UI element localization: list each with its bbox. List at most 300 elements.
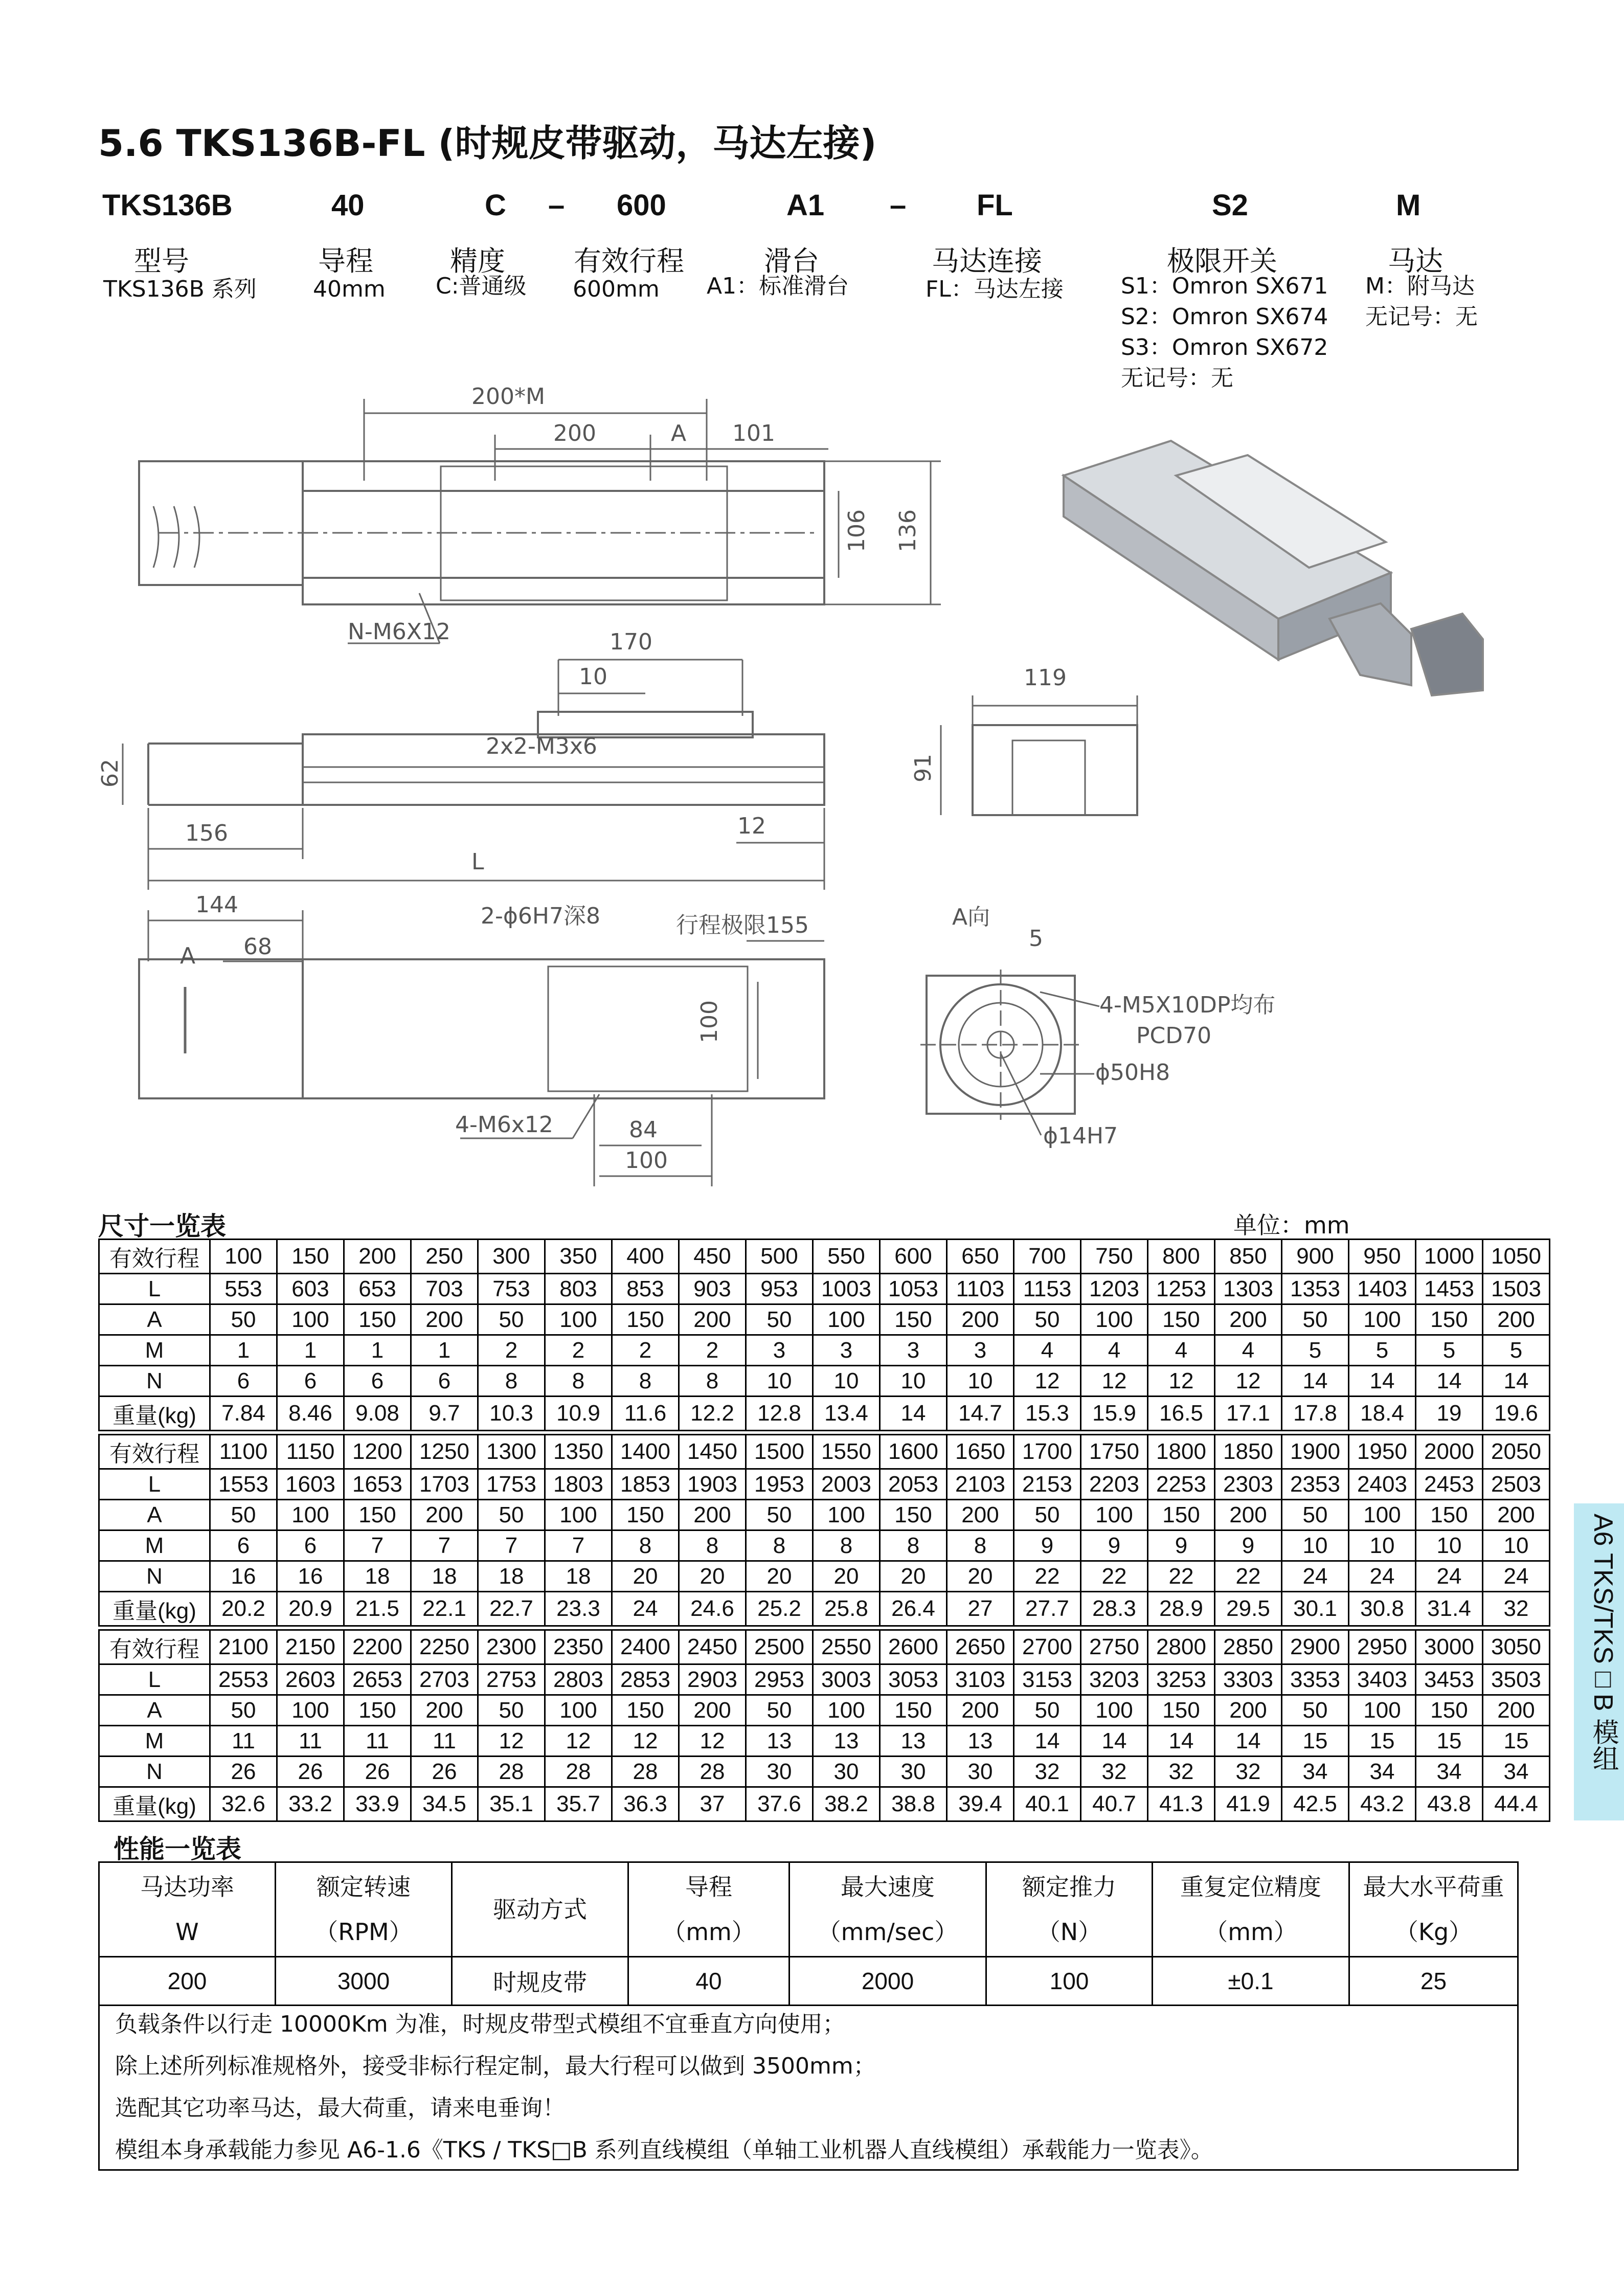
dim-row-label: 有效行程	[99, 1630, 210, 1664]
dim-cell: 50	[1282, 1500, 1349, 1530]
dim-cell: 30	[746, 1757, 813, 1787]
dim-cell: 903	[679, 1274, 746, 1304]
dim-cell: 14	[1215, 1726, 1282, 1757]
dim-cell: 553	[210, 1274, 277, 1304]
perf-value: ±0.1	[1153, 1957, 1349, 2006]
field-desc: C:普通级	[436, 273, 527, 299]
dim-cell: 34	[1349, 1757, 1416, 1787]
dim-row-label: M	[99, 1726, 210, 1757]
dim-cell: 2900	[1282, 1630, 1349, 1664]
dim-cell: 1803	[545, 1469, 612, 1500]
dim-table-block	[98, 1434, 1550, 1627]
dim-cell: 1050	[1483, 1240, 1550, 1274]
dim-cell: 5	[1349, 1335, 1416, 1366]
dim-cell: 2753	[478, 1664, 545, 1695]
dim-row-label: A	[99, 1500, 210, 1530]
code-part: A1	[786, 189, 825, 222]
dim-cell: 3000	[1416, 1630, 1483, 1664]
code-part: 600	[617, 189, 666, 222]
dim-cell: 14.7	[947, 1397, 1014, 1431]
dim-row-label: 重量(kg)	[99, 1397, 210, 1431]
dim-cell: 37	[679, 1787, 746, 1821]
dim-label: 62	[97, 759, 123, 787]
dim-cell: 2253	[1148, 1469, 1215, 1500]
dim-cell: 250	[411, 1240, 478, 1274]
perf-table	[98, 1861, 1519, 2006]
dim-cell: 900	[1282, 1240, 1349, 1274]
dim-label: N-M6X12	[348, 619, 450, 645]
dim-cell: 13.4	[813, 1397, 880, 1431]
dim-cell: 50	[1014, 1304, 1081, 1335]
dim-cell: 50	[746, 1304, 813, 1335]
dim-cell: 28.9	[1148, 1592, 1215, 1626]
field-name: 精度	[450, 245, 505, 277]
note-line: 除上述所列标准规格外，接受非标行程定制，最大行程可以做到 3500mm；	[115, 2053, 876, 2079]
dim-cell: 50	[746, 1695, 813, 1726]
dim-cell: 3050	[1483, 1630, 1550, 1664]
dim-cell: 2	[545, 1335, 612, 1366]
dim-cell: 150	[277, 1240, 344, 1274]
dim-cell: 2	[612, 1335, 679, 1366]
dim-cell: 2703	[411, 1664, 478, 1695]
dim-cell: 3353	[1282, 1664, 1349, 1695]
dim-cell: 14	[1081, 1726, 1148, 1757]
dim-cell: 3303	[1215, 1664, 1282, 1695]
dim-cell: 9	[1215, 1530, 1282, 1561]
dim-label: 91	[910, 754, 936, 782]
dim-cell: 8	[612, 1366, 679, 1397]
dim-cell: 2403	[1349, 1469, 1416, 1500]
dim-cell: 41.9	[1215, 1787, 1282, 1821]
dim-cell: 38.2	[813, 1787, 880, 1821]
dim-label: 4-M6x12	[455, 1112, 553, 1138]
dim-row	[99, 1397, 1550, 1431]
dim-label: 136	[895, 509, 921, 552]
dim-label: 144	[195, 892, 238, 918]
dim-cell: 6	[411, 1366, 478, 1397]
dim-cell: 1453	[1416, 1274, 1483, 1304]
motor-block-top	[139, 461, 303, 585]
dim-cell: 12	[1014, 1366, 1081, 1397]
dim-cell: 3203	[1081, 1664, 1148, 1695]
dim-cell: 100	[1081, 1304, 1148, 1335]
dim-cell: 28	[612, 1757, 679, 1787]
dim-cell: 20	[813, 1561, 880, 1592]
dim-cell: 30	[813, 1757, 880, 1787]
dim-cell: 8	[545, 1366, 612, 1397]
dim-cell: 650	[947, 1240, 1014, 1274]
dim-cell: 44.4	[1483, 1787, 1550, 1821]
dim-cell: 21.5	[344, 1592, 411, 1626]
dim-cell: 2453	[1416, 1469, 1483, 1500]
dim-cell: 32	[1148, 1757, 1215, 1787]
dim-cell: 28	[478, 1757, 545, 1787]
field-name: 马达	[1388, 245, 1443, 277]
perf-value: 2000	[790, 1957, 986, 2006]
dim-label: 12	[737, 813, 766, 839]
dim-cell: 3253	[1148, 1664, 1215, 1695]
field-desc: FL：马达左接	[926, 276, 1064, 302]
dim-cell: 37.6	[746, 1787, 813, 1821]
dim-cell: 1603	[277, 1469, 344, 1500]
dim-row	[99, 1335, 1550, 1366]
dim-cell: 100	[545, 1695, 612, 1726]
dim-cell: 8.46	[277, 1397, 344, 1431]
dim-cell: 100	[210, 1240, 277, 1274]
dim-cell: 28	[545, 1757, 612, 1787]
dim-cell: 3403	[1349, 1664, 1416, 1695]
dim-cell: 1	[277, 1335, 344, 1366]
dim-cell: 24	[1282, 1561, 1349, 1592]
dim-cell: 150	[344, 1695, 411, 1726]
dim-cell: 10.3	[478, 1397, 545, 1431]
dim-cell: 8	[679, 1530, 746, 1561]
perf-header: 最大水平荷重 （Kg）	[1349, 1862, 1518, 1957]
section-side-tab-label: A6 TKS/TKS□B 模组	[1588, 1514, 1618, 1772]
dim-cell: 2950	[1349, 1630, 1416, 1664]
code-part: FL	[977, 189, 1013, 222]
dim-cell: 100	[1349, 1500, 1416, 1530]
dim-cell: 6	[277, 1530, 344, 1561]
dim-cell: 500	[746, 1240, 813, 1274]
dim-cell: 2653	[344, 1664, 411, 1695]
dim-row	[99, 1695, 1550, 1726]
dim-cell: 43.8	[1416, 1787, 1483, 1821]
dim-cell: 8	[612, 1530, 679, 1561]
dim-cell: 20.2	[210, 1592, 277, 1626]
dim-cell: 950	[1349, 1240, 1416, 1274]
dim-cell: 15.3	[1014, 1397, 1081, 1431]
dim-cell: 2603	[277, 1664, 344, 1695]
dim-cell: 50	[746, 1500, 813, 1530]
perf-header: 最大速度 （mm/sec）	[790, 1862, 986, 1957]
dim-cell: 1053	[880, 1274, 947, 1304]
dim-cell: 1750	[1081, 1435, 1148, 1469]
dim-cell: 30.1	[1282, 1592, 1349, 1626]
dim-cell: 550	[813, 1240, 880, 1274]
dim-cell: 1700	[1014, 1435, 1081, 1469]
note-line: 选配其它功率马达，最大荷重，请来电垂询！	[115, 2095, 565, 2121]
dim-cell: 1003	[813, 1274, 880, 1304]
dim-cell: 17.8	[1282, 1397, 1349, 1431]
dim-cell: 32.6	[210, 1787, 277, 1821]
dim-cell: 1753	[478, 1469, 545, 1500]
dim-cell: 9	[1148, 1530, 1215, 1561]
field-desc: S1：Omron SX671 S2：Omron SX674 S3：Omron SX672 无记号：无	[1121, 273, 1328, 391]
perf-value: 40	[628, 1957, 790, 2006]
dim-cell: 50	[210, 1304, 277, 1335]
dim-cell: 200	[1483, 1695, 1550, 1726]
dim-cell: 2850	[1215, 1630, 1282, 1664]
field-name: 极限开关	[1167, 245, 1277, 277]
dim-cell: 28.3	[1081, 1592, 1148, 1626]
dim-cell: 10.9	[545, 1397, 612, 1431]
dim-cell: 12	[1148, 1366, 1215, 1397]
dim-cell: 50	[478, 1304, 545, 1335]
dim-cell: 3	[813, 1335, 880, 1366]
dim-cell: 1403	[1349, 1274, 1416, 1304]
dim-cell: 11	[210, 1726, 277, 1757]
dim-cell: 15	[1282, 1726, 1349, 1757]
dim-cell: 803	[545, 1274, 612, 1304]
dim-cell: 32	[1483, 1592, 1550, 1626]
dim-cell: 2700	[1014, 1630, 1081, 1664]
dim-cell: 10	[947, 1366, 1014, 1397]
dim-cell: 15	[1349, 1726, 1416, 1757]
dim-cell: 1903	[679, 1469, 746, 1500]
dim-cell: 1600	[880, 1435, 947, 1469]
dim-cell: 100	[1081, 1500, 1148, 1530]
dim-cell: 13	[746, 1726, 813, 1757]
dim-cell: 18.4	[1349, 1397, 1416, 1431]
perf-value: 3000	[276, 1957, 452, 2006]
dim-cell: 200	[947, 1500, 1014, 1530]
dim-cell: 5	[1416, 1335, 1483, 1366]
dim-cell: 150	[1416, 1695, 1483, 1726]
dim-cell: 27.7	[1014, 1592, 1081, 1626]
dim-cell: 24	[612, 1592, 679, 1626]
dim-cell: 2750	[1081, 1630, 1148, 1664]
dim-cell: 1103	[947, 1274, 1014, 1304]
dim-cell: 19.6	[1483, 1397, 1550, 1431]
dim-cell: 2550	[813, 1630, 880, 1664]
dim-cell: 15	[1416, 1726, 1483, 1757]
dim-cell: 603	[277, 1274, 344, 1304]
dim-cell: 5	[1282, 1335, 1349, 1366]
dim-cell: 2303	[1215, 1469, 1282, 1500]
dim-cell: 6	[210, 1530, 277, 1561]
dim-cell: 1703	[411, 1469, 478, 1500]
dim-cell: 3453	[1416, 1664, 1483, 1695]
field-desc: 600mm	[573, 276, 660, 302]
dim-cell: 1853	[612, 1469, 679, 1500]
dim-cell: 10	[880, 1366, 947, 1397]
dim-cell: 8	[880, 1530, 947, 1561]
dim-cell: 50	[210, 1500, 277, 1530]
dim-cell: 9	[1014, 1530, 1081, 1561]
dim-cell: 2800	[1148, 1630, 1215, 1664]
dim-cell: 14	[1148, 1726, 1215, 1757]
dim-cell: 13	[813, 1726, 880, 1757]
dim-cell: 1	[344, 1335, 411, 1366]
dim-cell: 12	[612, 1726, 679, 1757]
dim-cell: 150	[612, 1304, 679, 1335]
dim-cell: 2903	[679, 1664, 746, 1695]
dim-row-label: L	[99, 1469, 210, 1500]
dim-label: 4-M5X10DP均布	[1099, 992, 1276, 1018]
dim-cell: 28	[679, 1757, 746, 1787]
dim-cell: 200	[344, 1240, 411, 1274]
dim-cell: 29.5	[1215, 1592, 1282, 1626]
dim-cell: 2503	[1483, 1469, 1550, 1500]
dim-cell: 953	[746, 1274, 813, 1304]
dim-cell: 31.4	[1416, 1592, 1483, 1626]
dim-cell: 18	[545, 1561, 612, 1592]
dim-cell: 1100	[210, 1435, 277, 1469]
dim-cell: 16	[210, 1561, 277, 1592]
dim-cell: 800	[1148, 1240, 1215, 1274]
dim-label: 100	[625, 1147, 668, 1174]
dim-cell: 12	[478, 1726, 545, 1757]
dim-cell: 7.84	[210, 1397, 277, 1431]
dim-table-block	[98, 1239, 1550, 1431]
dim-cell: 10	[1483, 1530, 1550, 1561]
dim-cell: 50	[1282, 1304, 1349, 1335]
dim-cell: 7	[545, 1530, 612, 1561]
dim-cell: 1250	[411, 1435, 478, 1469]
notes-box	[98, 1998, 1519, 2171]
perf-header: 额定推力 （N）	[986, 1862, 1153, 1957]
dim-cell: 150	[1148, 1695, 1215, 1726]
dim-cell: 38.8	[880, 1787, 947, 1821]
dim-row-label: L	[99, 1274, 210, 1304]
dim-cell: 11	[344, 1726, 411, 1757]
dim-cell: 34	[1483, 1757, 1550, 1787]
dim-cell: 753	[478, 1274, 545, 1304]
dim-cell: 4	[1148, 1335, 1215, 1366]
dim-cell: 150	[1416, 1500, 1483, 1530]
dim-row	[99, 1530, 1550, 1561]
dim-row-label: 重量(kg)	[99, 1787, 210, 1821]
dim-cell: 26	[210, 1757, 277, 1787]
code-part: TKS136B	[102, 189, 233, 222]
dim-cell: 39.4	[947, 1787, 1014, 1821]
dim-cell: 150	[880, 1304, 947, 1335]
dim-label: 行程极限155	[676, 912, 809, 938]
dim-cell: 1300	[478, 1435, 545, 1469]
dim-cell: 653	[344, 1274, 411, 1304]
field-name: 滑台	[764, 245, 819, 277]
dim-cell: 20	[880, 1561, 947, 1592]
code-part: 40	[331, 189, 365, 222]
dim-cell: 34	[1282, 1757, 1349, 1787]
dim-cell: 200	[1215, 1695, 1282, 1726]
dim-cell: 6	[277, 1366, 344, 1397]
field-name: 有效行程	[574, 245, 684, 277]
dim-cell: 22.1	[411, 1592, 478, 1626]
dim-cell: 4	[1215, 1335, 1282, 1366]
dim-label: 84	[629, 1117, 658, 1143]
dim-cell: 150	[344, 1304, 411, 1335]
perf-header: 马达功率 W	[99, 1862, 276, 1957]
dim-cell: 20	[947, 1561, 1014, 1592]
dim-cell: 1553	[210, 1469, 277, 1500]
dim-cell: 3153	[1014, 1664, 1081, 1695]
dim-cell: 6	[344, 1366, 411, 1397]
dim-cell: 8	[813, 1530, 880, 1561]
dim-cell: 150	[612, 1500, 679, 1530]
dim-cell: 2100	[210, 1630, 277, 1664]
dim-cell: 41.3	[1148, 1787, 1215, 1821]
dim-cell: 34.5	[411, 1787, 478, 1821]
field-desc: A1：标准滑台	[707, 273, 849, 299]
dim-cell: 10	[1282, 1530, 1349, 1561]
dim-cell: 14	[1014, 1726, 1081, 1757]
dim-cell: 2853	[612, 1664, 679, 1695]
dim-label: 119	[1024, 665, 1067, 691]
dim-cell: 100	[813, 1304, 880, 1335]
dim-row-label: L	[99, 1664, 210, 1695]
dim-cell: 1550	[813, 1435, 880, 1469]
dim-cell: 30	[947, 1757, 1014, 1787]
dim-cell: 2953	[746, 1664, 813, 1695]
dim-row	[99, 1664, 1550, 1695]
field-name: 型号	[134, 245, 189, 277]
dim-row	[99, 1726, 1550, 1757]
dim-row-label: 有效行程	[99, 1240, 210, 1274]
dim-cell: 10	[1416, 1530, 1483, 1561]
dim-cell: 14	[1416, 1366, 1483, 1397]
dim-cell: 20	[612, 1561, 679, 1592]
dim-cell: 600	[880, 1240, 947, 1274]
dim-cell: 24.6	[679, 1592, 746, 1626]
dim-row	[99, 1757, 1550, 1787]
dim-cell: 100	[1349, 1304, 1416, 1335]
dim-cell: 9.08	[344, 1397, 411, 1431]
dim-label: 5	[1029, 926, 1043, 952]
dim-row	[99, 1304, 1550, 1335]
dim-cell: 150	[1148, 1304, 1215, 1335]
dim-row	[99, 1787, 1550, 1821]
perf-header: 额定转速 （RPM）	[276, 1862, 452, 1957]
dim-label: 2-ϕ6H7深8	[481, 903, 600, 929]
dim-table-block	[98, 1629, 1550, 1822]
dim-cell: 200	[947, 1695, 1014, 1726]
dim-cell: 26	[277, 1757, 344, 1787]
dim-cell: 14	[1349, 1366, 1416, 1397]
dim-row-label: M	[99, 1530, 210, 1561]
dim-cell: 12	[1215, 1366, 1282, 1397]
dim-cell: 26	[411, 1757, 478, 1787]
dim-row-label: N	[99, 1561, 210, 1592]
dim-label: PCD70	[1136, 1023, 1212, 1049]
dim-cell: 1153	[1014, 1274, 1081, 1304]
dim-label: A向	[952, 904, 990, 930]
dim-cell: 35.1	[478, 1787, 545, 1821]
dim-cell: 3053	[880, 1664, 947, 1695]
dim-cell: 1150	[277, 1435, 344, 1469]
dim-cell: 40.7	[1081, 1787, 1148, 1821]
dim-cell: 150	[344, 1500, 411, 1530]
dim-row-label: N	[99, 1757, 210, 1787]
dim-cell: 22	[1215, 1561, 1282, 1592]
dim-cell: 1353	[1282, 1274, 1349, 1304]
dim-cell: 1000	[1416, 1240, 1483, 1274]
dim-label: 10	[579, 664, 607, 690]
dim-row-label: A	[99, 1304, 210, 1335]
dim-label: 200	[553, 420, 596, 446]
dim-cell: 1253	[1148, 1274, 1215, 1304]
dim-cell: 150	[1148, 1500, 1215, 1530]
dim-cell: 32	[1014, 1757, 1081, 1787]
dim-cell: 22.7	[478, 1592, 545, 1626]
dim-cell: 2050	[1483, 1435, 1550, 1469]
dim-cell: 42.5	[1282, 1787, 1349, 1821]
dim-cell: 22	[1148, 1561, 1215, 1592]
dim-cell: 12	[545, 1726, 612, 1757]
dim-row-label: 重量(kg)	[99, 1592, 210, 1626]
dim-cell: 1350	[545, 1435, 612, 1469]
dim-cell: 150	[612, 1695, 679, 1726]
field-name: 马达连接	[932, 245, 1042, 277]
note-line: 模组本身承载能力参见 A6-1.6《TKS / TKS□B 系列直线模组（单轴工业机器人直线模组）承载能力一览表》。	[115, 2137, 1213, 2163]
dim-row-label: A	[99, 1695, 210, 1726]
dim-cell: 1850	[1215, 1435, 1282, 1469]
dim-cell: 19	[1416, 1397, 1483, 1431]
dim-cell: 7	[411, 1530, 478, 1561]
dim-cell: 100	[277, 1304, 344, 1335]
dim-cell: 2400	[612, 1630, 679, 1664]
